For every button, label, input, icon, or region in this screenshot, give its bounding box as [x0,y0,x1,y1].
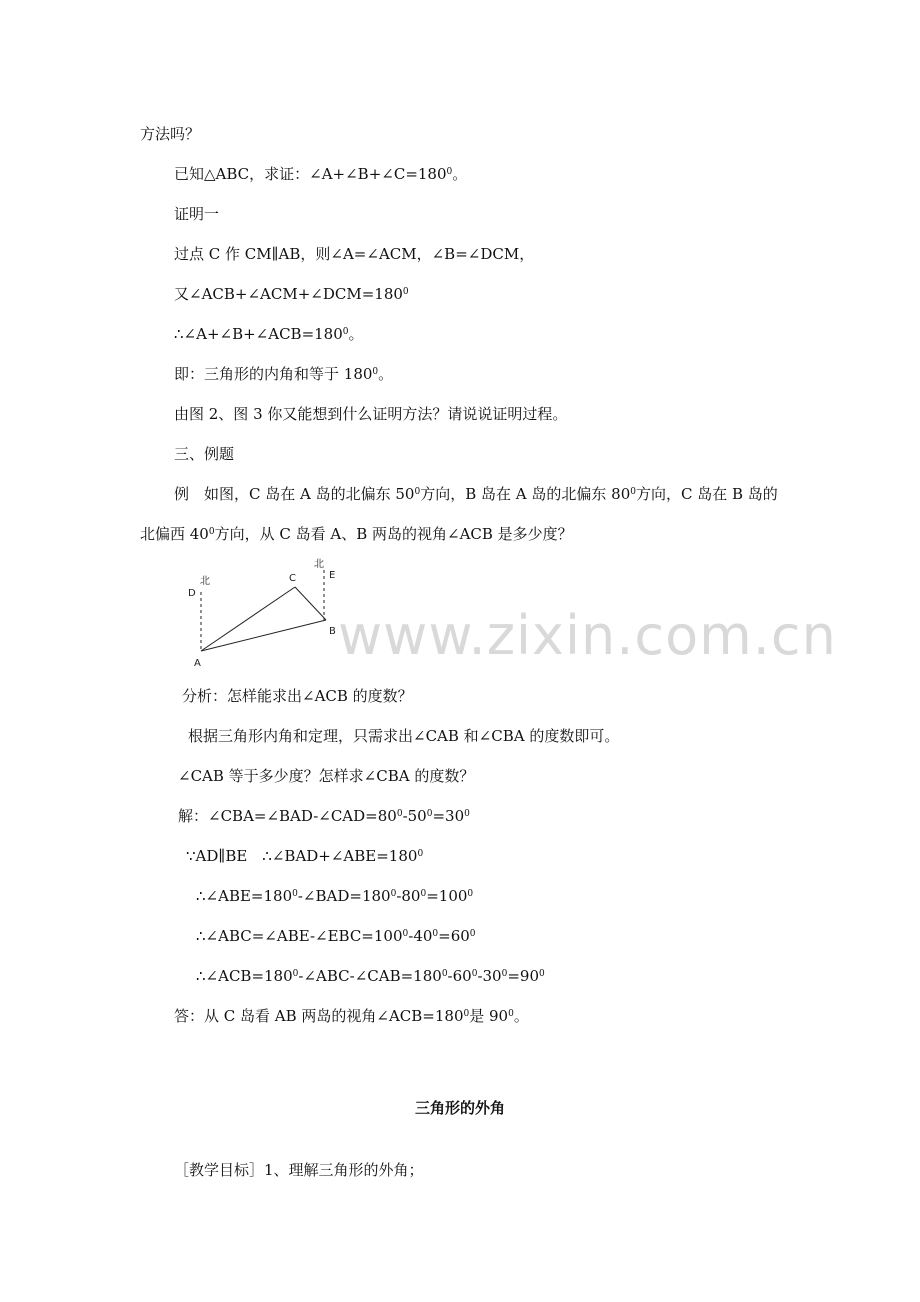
text-line: ［教学目标］1、理解三角形的外角； [174,1161,424,1179]
text-line: 由图 2、图 3 你又能想到什么证明方法？请说说证明过程。 [174,405,568,423]
segment-ab [201,620,326,651]
watermark: www.zixin.com.cn [338,604,837,667]
text-line: 分析：怎样能求出∠ACB 的度数？ [182,687,413,705]
text-line: 答：从 C 岛看 AB 两岛的视角$\angle ACB=180^0$是 $90^0$。 [174,1007,529,1025]
section-heading: 三、例题 [174,445,235,463]
text-line: $\therefore\angle ABE=180^0-\angle BAD=180^0-80^0=100^0$ [196,887,474,905]
text-line: 证明一 [174,205,220,223]
text-line: 即：三角形的内角和等于 $180^0$。 [174,365,394,383]
label-a: A [194,658,201,669]
segment-cb [295,587,326,620]
text-line: $\therefore\angle A+\angle B+\angle ACB=180^0$。 [174,325,364,343]
text-line: 过点 C 作 CM∥AB，则∠A=∠ACM，∠B=∠DCM， [174,245,535,263]
text-line: 又$\angle ACB+\angle ACM+\angle DCM=180^0$ [174,285,409,303]
text-line: 已知△ABC，求证：$\angle A+\angle B+\angle C=180^0$。 [174,165,468,183]
segment-ac [201,587,295,651]
text-line: $\therefore\angle ACB=180^0-\angle ABC-\angle CAB=180^0-60^0-30^0=90^0$ [196,967,545,985]
text-line: 根据三角形内角和定理，只需求出∠CAB 和∠CBA 的度数即可。 [188,727,620,745]
section-title: 三角形的外角 [414,1099,505,1117]
label-b: B [329,626,336,637]
text-line: 方法吗？ [140,125,201,143]
label-c: C [289,573,296,584]
triangle-figure [180,556,350,670]
label-e: E [329,570,336,581]
text-line: $\therefore\angle ABC=\angle ABE-\angle EBC=100^0-40^0=60^0$ [196,927,476,945]
north-label-right: 北 [314,559,324,570]
text-line: 北偏西 $40^0$方向，从 C 岛看 A、B 两岛的视角∠ACB 是多少度？ [140,525,573,543]
text-line: ∠CAB 等于多少度？怎样求∠CBA 的度数？ [178,767,475,785]
north-label-left: 北 [200,576,210,587]
text-line: ∵AD∥BE $\therefore\angle BAD+\angle ABE=180^0$ [186,847,424,865]
text-line: 例 如图，C 岛在 A 岛的北偏东 $50^0$方向，B 岛在 A 岛的北偏东 $80^0$方向，C 岛在 B 岛的 [174,485,778,503]
text-line: 解：$\angle CBA=\angle BAD-\angle CAD=80^0-50^0=30^0$ [178,807,470,825]
label-d: D [188,588,196,599]
